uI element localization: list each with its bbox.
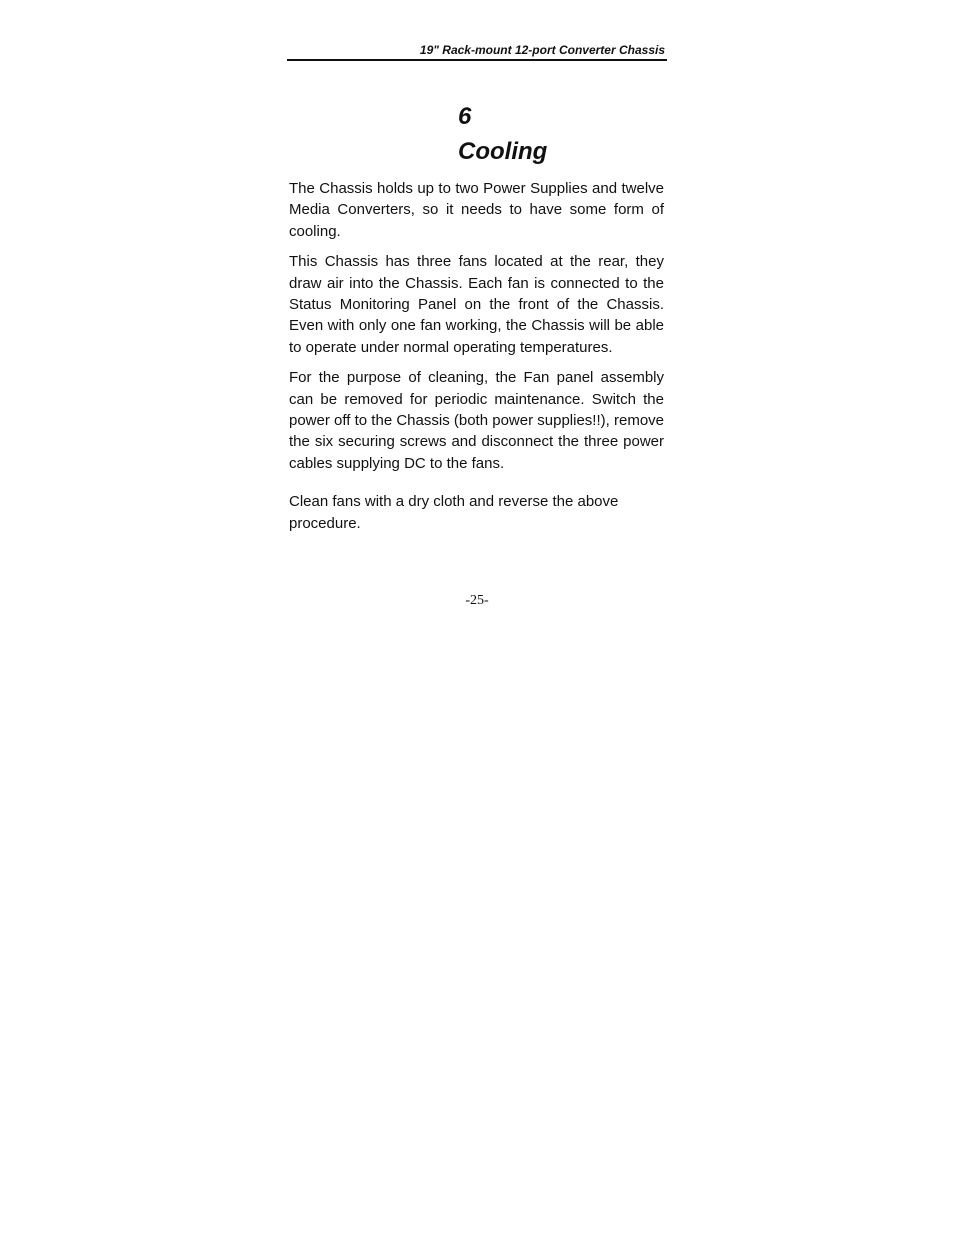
paragraph-intro: The Chassis holds up to two Power Supplies and twelve Media Converters, so it needs to have some form of cooling. (289, 180, 664, 240)
paragraph-fans: This Chassis has three fans located at the rear, they draw air into the Chassis. Each fan is connected to the Status Monitoring Panel on the front of the Chassis. Even with only one fan working, the Chassis will be able to operate under normal operating temperatures. (289, 253, 664, 356)
page-number: -25- (465, 593, 489, 608)
body-text (289, 178, 664, 543)
paragraph-cleaning: For the purpose of cleaning, the Fan panel assembly can be removed for periodic maintenance. Switch the power off to the Chassis (both power supplies!!), remove the six securing screws and disconnect the three power cables supplying DC to the fans. (289, 369, 664, 472)
chapter-title: Cooling (458, 138, 548, 165)
running-header: 19" Rack-mount 12-port Converter Chassis (419, 43, 665, 57)
paragraph-procedure: Clean fans with a dry cloth and reverse the above procedure. (289, 493, 619, 532)
chapter-number: 6 (458, 103, 472, 130)
header-rule (287, 59, 667, 61)
